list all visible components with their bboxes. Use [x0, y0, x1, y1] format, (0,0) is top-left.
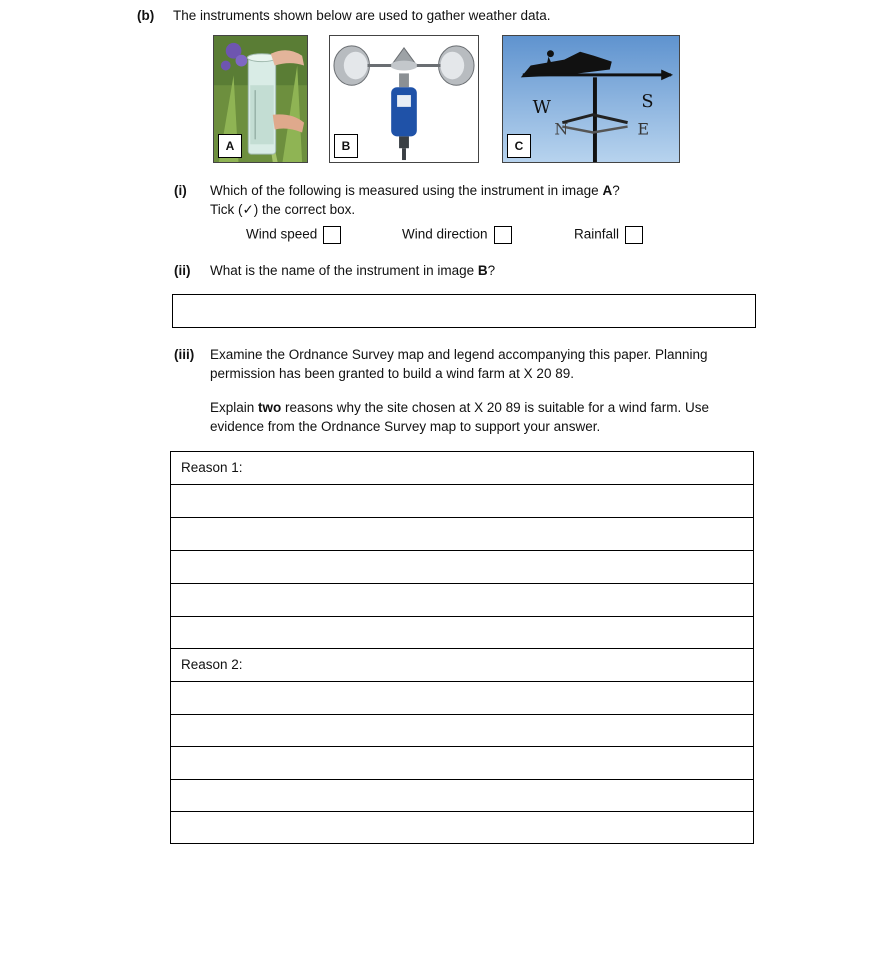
question-iii-para2-after: reasons why the site chosen at X 20 89 is suitable for a wind farm. Use — [281, 400, 709, 415]
wind-direction-checkbox[interactable] — [494, 226, 512, 244]
answer-line-8[interactable] — [171, 681, 753, 714]
answer-line-2[interactable] — [171, 484, 753, 517]
question-i-text-bold: A — [602, 183, 613, 198]
reason-2-label: Reason 2: — [181, 657, 243, 672]
option-rainfall — [574, 226, 643, 244]
option-rainfall-label: Rainfall — [574, 226, 620, 242]
answer-line-6[interactable] — [171, 616, 753, 649]
image-b-anemometer — [329, 35, 479, 163]
question-iii-para2-bold: two — [258, 400, 282, 415]
answer-line-7[interactable] — [171, 648, 753, 681]
question-iii-para2-line2: evidence from the Ordnance Survey map to support your answer. — [210, 419, 601, 434]
option-wind-speed — [246, 226, 341, 244]
question-iii-para1-line2: permission has been granted to build a wind farm at X 20 89. — [210, 366, 574, 381]
image-c-weather-vane — [502, 35, 680, 163]
rainfall-checkbox[interactable] — [625, 226, 643, 244]
question-ii-text-bold: B — [477, 263, 488, 278]
part-b-label: (b) — [137, 8, 155, 23]
answer-line-5[interactable] — [171, 583, 753, 616]
question-i-text — [210, 183, 620, 198]
question-iii-para2-line1 — [210, 400, 709, 415]
answer-line-12[interactable] — [171, 811, 753, 844]
part-b-intro: The instruments shown below are used to gather weather data. — [173, 8, 551, 23]
svg-text:E: E — [637, 119, 650, 139]
svg-text:W: W — [532, 97, 551, 118]
question-i-label: (i) — [174, 183, 187, 198]
question-ii-answer-box[interactable] — [172, 294, 756, 328]
question-ii-text-before: What is the name of the instrument in image — [210, 263, 478, 278]
image-a-rain-gauge — [213, 35, 308, 163]
answer-line-10[interactable] — [171, 746, 753, 779]
image-c-label: C — [507, 134, 531, 158]
answer-line-11[interactable] — [171, 779, 753, 812]
image-b-label: B — [334, 134, 358, 158]
answer-line-1[interactable] — [171, 452, 753, 485]
option-wind-direction — [402, 226, 512, 244]
image-a-label: A — [218, 134, 242, 158]
svg-text:S: S — [641, 91, 654, 112]
answer-line-4[interactable] — [171, 550, 753, 583]
answer-line-3[interactable] — [171, 517, 753, 550]
reason-1-label: Reason 1: — [181, 460, 243, 475]
option-wind-direction-label: Wind direction — [402, 226, 488, 242]
question-ii-text-after: ? — [487, 263, 496, 278]
question-i-text-before: Which of the following is measured using the instrument in image — [210, 183, 603, 198]
question-iii-para1-line1: Examine the Ordnance Survey map and legend accompanying this paper. Planning — [210, 347, 708, 362]
question-i-instruction: Tick (✓) the correct box. — [210, 202, 356, 217]
question-iii-para2-before: Explain — [210, 400, 259, 415]
reasons-answer-area — [170, 451, 754, 844]
question-i-text-after: ? — [612, 183, 620, 198]
svg-text:N: N — [554, 119, 569, 139]
answer-line-9[interactable] — [171, 714, 753, 747]
question-iii-label: (iii) — [174, 347, 195, 362]
question-ii-text — [210, 263, 495, 278]
option-wind-speed-label: Wind speed — [246, 226, 318, 242]
wind-speed-checkbox[interactable] — [323, 226, 341, 244]
question-ii-label: (ii) — [174, 263, 191, 278]
